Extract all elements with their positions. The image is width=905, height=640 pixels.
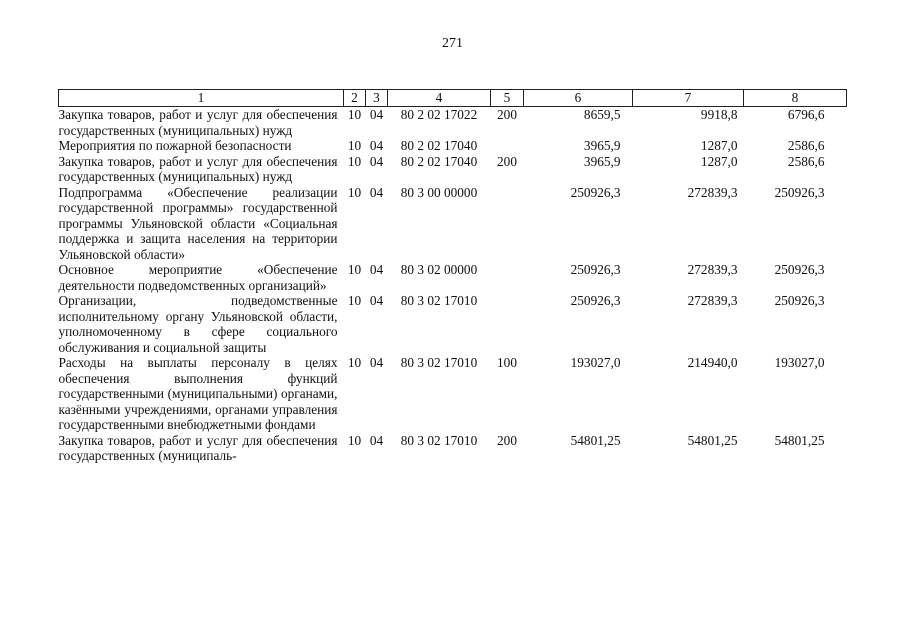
row-name: Закупка товаров, работ и услуг для обеспечения государственных (муниципальных) нужд <box>58 153 338 184</box>
value-col7: 1287,0 <box>700 138 738 153</box>
section-code: 10 <box>347 184 362 200</box>
table-row <box>59 185 847 263</box>
target-article-code: 80 2 02 17040 <box>400 153 478 169</box>
target-article-code: 80 3 00 00000 <box>400 184 478 200</box>
value-col6: 54801,25 <box>570 432 621 448</box>
expense-type-code: 100 <box>497 355 517 370</box>
value-col6: 3965,9 <box>583 153 621 169</box>
value-col8: 250926,3 <box>774 262 825 277</box>
target-article-code: 80 2 02 17040 <box>400 138 478 153</box>
target-article-code: 80 2 02 17022 <box>400 107 478 122</box>
row-name: Расходы на выплаты персоналу в целях обеспечения выполнения функций государственными (муниципальными) органами, казёнными учреждениями, органами управления государственными внебюджетными фондами <box>58 355 338 432</box>
target-article-code: 80 3 02 00000 <box>400 262 478 277</box>
column-header: 4 <box>388 90 491 107</box>
expense-type-code <box>491 262 524 293</box>
section-code: 10 <box>347 153 362 169</box>
section-code: 10 <box>347 262 362 277</box>
value-col7: 272839,3 <box>687 293 738 308</box>
column-header: 5 <box>491 90 524 107</box>
row-name: Подпрограмма «Обеспечение реализации государственной программы» государственной программы Ульяновской области «Социальная поддержка и защита населения на территории Ульяновской области» <box>58 184 338 262</box>
target-article-code: 80 3 02 17010 <box>400 432 478 448</box>
value-col7: 1287,0 <box>700 153 738 169</box>
table-row <box>59 293 847 355</box>
expense-type-code <box>491 138 524 154</box>
table-row <box>59 138 847 154</box>
header-row <box>59 90 847 107</box>
value-col6: 250926,3 <box>570 293 621 308</box>
value-col8: 2586,6 <box>787 153 825 169</box>
subsection-code: 04 <box>369 293 384 308</box>
subsection-code: 04 <box>369 153 384 169</box>
subsection-code: 04 <box>369 262 384 277</box>
value-col6: 250926,3 <box>570 184 621 200</box>
value-col7: 9918,8 <box>700 107 738 122</box>
value-col7: 54801,25 <box>687 432 738 448</box>
value-col8: 250926,3 <box>774 184 825 200</box>
table-row <box>59 433 847 464</box>
table-row <box>59 262 847 293</box>
row-name: Мероприятия по пожарной безопасности <box>58 138 292 153</box>
value-col7: 272839,3 <box>687 262 738 277</box>
column-header: 8 <box>744 90 847 107</box>
budget-table <box>58 89 847 464</box>
value-col8: 6796,6 <box>787 107 825 122</box>
value-col8: 54801,25 <box>774 432 825 448</box>
expense-type-code: 200 <box>497 432 517 448</box>
column-header: 1 <box>59 90 344 107</box>
section-code: 10 <box>347 355 362 370</box>
section-code: 10 <box>347 138 362 153</box>
subsection-code: 04 <box>369 355 384 370</box>
row-name: Организации, подведомственные исполнительному органу Ульяновской области, уполномоченному в сфере социального обслуживания и социальной защиты <box>58 293 338 355</box>
value-col6: 8659,5 <box>583 107 621 122</box>
subsection-code: 04 <box>369 107 384 122</box>
expense-type-code <box>491 293 524 355</box>
target-article-code: 80 3 02 17010 <box>400 293 478 308</box>
expense-type-code: 200 <box>497 153 517 169</box>
row-name: Основное мероприятие «Обеспечение деятельности подведомственных организаций» <box>58 262 338 293</box>
page-number: 271 <box>442 36 463 51</box>
value-col8: 193027,0 <box>774 355 825 370</box>
table-row <box>59 154 847 185</box>
value-col6: 250926,3 <box>570 262 621 277</box>
row-name: Закупка товаров, работ и услуг для обеспечения государственных (муниципаль- <box>58 432 338 463</box>
value-col6: 193027,0 <box>570 355 621 370</box>
section-code: 10 <box>347 293 362 308</box>
expense-type-code: 200 <box>497 107 517 122</box>
column-header: 6 <box>524 90 633 107</box>
value-col7: 272839,3 <box>687 184 738 200</box>
row-name: Закупка товаров, работ и услуг для обеспечения государственных (муниципальных) нужд <box>58 107 338 138</box>
subsection-code: 04 <box>369 138 384 153</box>
target-article-code: 80 3 02 17010 <box>400 355 478 370</box>
column-header: 3 <box>366 90 388 107</box>
section-code: 10 <box>347 107 362 122</box>
subsection-code: 04 <box>369 432 384 448</box>
value-col6: 3965,9 <box>583 138 621 153</box>
column-header: 2 <box>344 90 366 107</box>
column-header: 7 <box>633 90 744 107</box>
value-col8: 250926,3 <box>774 293 825 308</box>
section-code: 10 <box>347 432 362 448</box>
value-col7: 214940,0 <box>687 355 738 370</box>
expense-type-code <box>491 185 524 263</box>
table-row <box>59 355 847 433</box>
value-col8: 2586,6 <box>787 138 825 153</box>
table-row <box>59 107 847 139</box>
subsection-code: 04 <box>369 184 384 200</box>
